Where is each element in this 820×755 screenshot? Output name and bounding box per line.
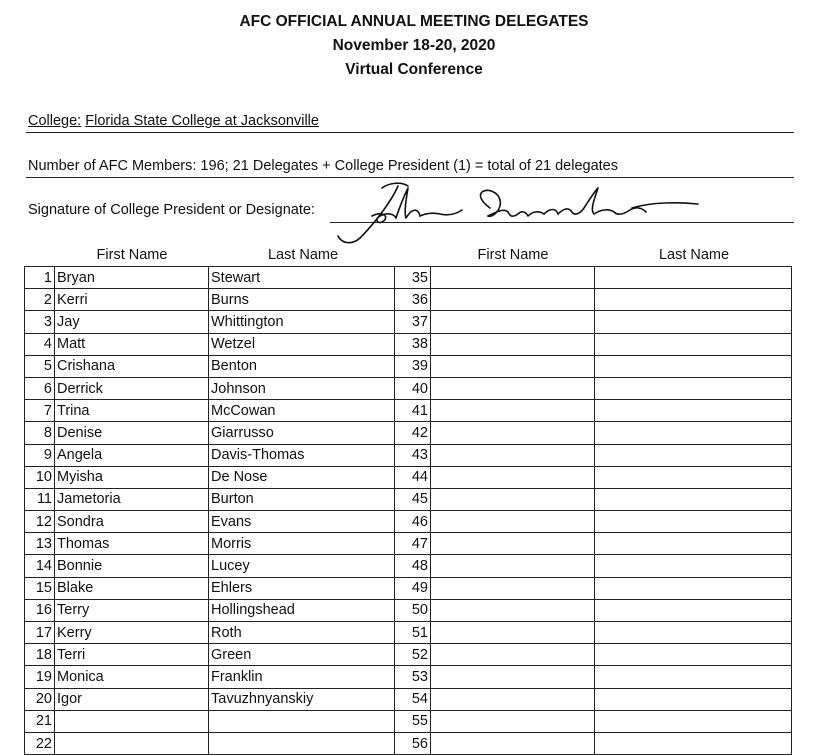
college-name: Florida State College at Jacksonville: [85, 113, 319, 129]
last-name-cell: [595, 644, 792, 666]
last-name-cell: Franklin: [209, 666, 395, 688]
last-name-cell: Stewart: [209, 267, 395, 289]
row-number: 14: [25, 555, 55, 577]
first-name-cell: Bryan: [55, 267, 209, 289]
row-number: 45: [395, 488, 431, 510]
last-name-cell: Giarrusso: [209, 422, 395, 444]
table-row: [25, 511, 792, 533]
college-label: College:: [28, 113, 82, 129]
first-name-cell: [431, 710, 595, 732]
table-row: [25, 599, 792, 621]
last-name-cell: [595, 466, 792, 488]
last-name-cell: [209, 732, 395, 754]
row-number: 2: [25, 289, 55, 311]
college-line: [28, 113, 319, 129]
row-number: 49: [395, 577, 431, 599]
table-row: [25, 688, 792, 710]
row-number: 42: [395, 422, 431, 444]
last-name-cell: Whittington: [209, 311, 395, 333]
last-name-cell: [595, 488, 792, 510]
row-number: 37: [395, 311, 431, 333]
first-name-cell: Crishana: [55, 355, 209, 377]
last-name-cell: [595, 710, 792, 732]
last-name-cell: Roth: [209, 622, 395, 644]
first-name-cell: Derrick: [55, 377, 209, 399]
last-name-cell: Tavuzhnyanskiy: [209, 688, 395, 710]
row-number: 53: [395, 666, 431, 688]
last-name-cell: Green: [209, 644, 395, 666]
row-number: 54: [395, 688, 431, 710]
last-name-cell: Morris: [209, 533, 395, 555]
first-name-cell: [431, 333, 595, 355]
first-name-cell: Bonnie: [55, 555, 209, 577]
first-name-cell: Jametoria: [55, 488, 209, 510]
last-name-cell: [595, 422, 792, 444]
table-row: [25, 377, 792, 399]
handwritten-signature: [332, 178, 702, 250]
first-name-cell: Terry: [55, 599, 209, 621]
first-name-cell: Matt: [55, 333, 209, 355]
first-name-cell: [55, 732, 209, 754]
last-name-cell: [595, 311, 792, 333]
table-row: [25, 555, 792, 577]
first-name-cell: [431, 533, 595, 555]
row-number: 11: [25, 488, 55, 510]
last-name-cell: [595, 333, 792, 355]
last-name-cell: Ehlers: [209, 577, 395, 599]
column-header-last-name-right: Last Name: [658, 247, 730, 263]
first-name-cell: [431, 377, 595, 399]
first-name-cell: [431, 577, 595, 599]
first-name-cell: [431, 400, 595, 422]
last-name-cell: [595, 622, 792, 644]
row-number: 39: [395, 355, 431, 377]
college-rule: [26, 132, 794, 133]
first-name-cell: [431, 666, 595, 688]
row-number: 20: [25, 688, 55, 710]
last-name-cell: Lucey: [209, 555, 395, 577]
last-name-cell: [595, 511, 792, 533]
signature-label: Signature of College President or Designate:: [28, 202, 315, 218]
last-name-cell: Davis-Thomas: [209, 444, 395, 466]
last-name-cell: [595, 577, 792, 599]
first-name-cell: Kerri: [55, 289, 209, 311]
last-name-cell: [595, 267, 792, 289]
row-number: 44: [395, 466, 431, 488]
table-row: [25, 444, 792, 466]
delegate-table: [24, 266, 792, 755]
row-number: 36: [395, 289, 431, 311]
row-number: 50: [395, 599, 431, 621]
row-number: 5: [25, 355, 55, 377]
column-header-first-name-left: First Name: [96, 247, 168, 263]
column-header-last-name-left: Last Name: [267, 247, 339, 263]
row-number: 12: [25, 511, 55, 533]
column-header-first-name-right: First Name: [477, 247, 549, 263]
row-number: 46: [395, 511, 431, 533]
last-name-cell: [595, 400, 792, 422]
table-row: [25, 732, 792, 754]
row-number: 47: [395, 533, 431, 555]
last-name-cell: De Nose: [209, 466, 395, 488]
first-name-cell: [431, 644, 595, 666]
first-name-cell: [55, 710, 209, 732]
row-number: 55: [395, 710, 431, 732]
row-number: 13: [25, 533, 55, 555]
row-number: 1: [25, 267, 55, 289]
row-number: 15: [25, 577, 55, 599]
row-number: 8: [25, 422, 55, 444]
row-number: 52: [395, 644, 431, 666]
table-row: [25, 644, 792, 666]
first-name-cell: [431, 311, 595, 333]
table-row: [25, 466, 792, 488]
first-name-cell: Jay: [55, 311, 209, 333]
row-number: 7: [25, 400, 55, 422]
row-number: 56: [395, 732, 431, 754]
first-name-cell: [431, 355, 595, 377]
row-number: 10: [25, 466, 55, 488]
table-row: [25, 666, 792, 688]
last-name-cell: Burton: [209, 488, 395, 510]
first-name-cell: Thomas: [55, 533, 209, 555]
first-name-cell: [431, 599, 595, 621]
row-number: 43: [395, 444, 431, 466]
table-row: [25, 533, 792, 555]
last-name-cell: Evans: [209, 511, 395, 533]
table-row: [25, 710, 792, 732]
first-name-cell: Monica: [55, 666, 209, 688]
first-name-cell: [431, 511, 595, 533]
row-number: 40: [395, 377, 431, 399]
row-number: 6: [25, 377, 55, 399]
last-name-cell: [595, 444, 792, 466]
table-row: [25, 333, 792, 355]
last-name-cell: [595, 289, 792, 311]
last-name-cell: Wetzel: [209, 333, 395, 355]
first-name-cell: Terri: [55, 644, 209, 666]
last-name-cell: [595, 377, 792, 399]
row-number: 22: [25, 732, 55, 754]
document-dates: November 18-20, 2020: [332, 37, 496, 54]
first-name-cell: Myisha: [55, 466, 209, 488]
first-name-cell: [431, 444, 595, 466]
last-name-cell: [595, 666, 792, 688]
table-row: [25, 289, 792, 311]
row-number: 17: [25, 622, 55, 644]
row-number: 48: [395, 555, 431, 577]
last-name-cell: [595, 533, 792, 555]
row-number: 51: [395, 622, 431, 644]
last-name-cell: [209, 710, 395, 732]
first-name-cell: [431, 488, 595, 510]
row-number: 16: [25, 599, 55, 621]
row-number: 21: [25, 710, 55, 732]
row-number: 35: [395, 267, 431, 289]
row-number: 19: [25, 666, 55, 688]
first-name-cell: [431, 732, 595, 754]
first-name-cell: Igor: [55, 688, 209, 710]
first-name-cell: [431, 422, 595, 444]
first-name-cell: [431, 267, 595, 289]
last-name-cell: [595, 555, 792, 577]
table-row: [25, 488, 792, 510]
last-name-cell: McCowan: [209, 400, 395, 422]
table-row: [25, 422, 792, 444]
first-name-cell: Sondra: [55, 511, 209, 533]
table-row: [25, 267, 792, 289]
first-name-cell: Kerry: [55, 622, 209, 644]
last-name-cell: [595, 599, 792, 621]
document-title: AFC OFFICIAL ANNUAL MEETING DELEGATES: [239, 13, 589, 30]
first-name-cell: Trina: [55, 400, 209, 422]
table-row: [25, 311, 792, 333]
first-name-cell: [431, 622, 595, 644]
last-name-cell: Hollingshead: [209, 599, 395, 621]
last-name-cell: [595, 355, 792, 377]
table-row: [25, 355, 792, 377]
row-number: 41: [395, 400, 431, 422]
first-name-cell: [431, 688, 595, 710]
first-name-cell: [431, 289, 595, 311]
row-number: 18: [25, 644, 55, 666]
first-name-cell: [431, 555, 595, 577]
last-name-cell: Johnson: [209, 377, 395, 399]
table-row: [25, 622, 792, 644]
last-name-cell: Burns: [209, 289, 395, 311]
last-name-cell: [595, 688, 792, 710]
first-name-cell: Denise: [55, 422, 209, 444]
table-row: [25, 577, 792, 599]
row-number: 3: [25, 311, 55, 333]
document-subtitle: Virtual Conference: [345, 61, 483, 78]
row-number: 4: [25, 333, 55, 355]
last-name-cell: [595, 732, 792, 754]
first-name-cell: [431, 466, 595, 488]
row-number: 9: [25, 444, 55, 466]
members-line: Number of AFC Members: 196; 21 Delegates + College President (1) = total of 21 delegates: [28, 158, 618, 174]
first-name-cell: Blake: [55, 577, 209, 599]
last-name-cell: Benton: [209, 355, 395, 377]
first-name-cell: Angela: [55, 444, 209, 466]
table-row: [25, 400, 792, 422]
row-number: 38: [395, 333, 431, 355]
